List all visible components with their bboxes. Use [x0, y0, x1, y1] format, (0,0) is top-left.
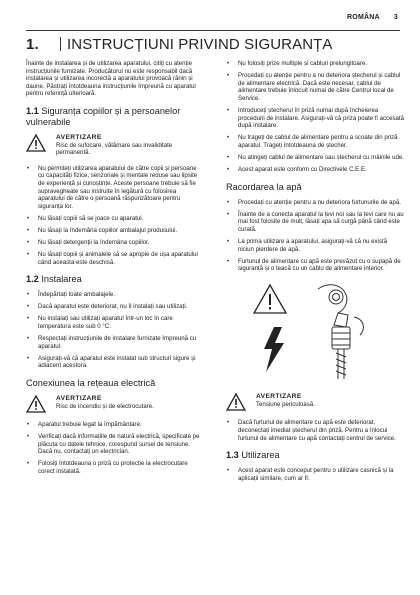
- list-item: • Acest aparat este conceput pentru o utilizare casnică și la aplicații similare, cum ar fi:: [226, 467, 404, 482]
- warning-triangle-icon: [226, 393, 246, 411]
- intro-paragraph: Înainte de instalarea și de utilizarea aparatului, citiți cu atenție instrucțiunile furnizate. Producătorul nu este responsabil dacă instalarea și utilizarea incorectă a aparatului provoacă răniri și daune. Păstrați întotdeauna instrucțiunile împreună cu aparatul pentru referință ulterioară.: [26, 60, 196, 98]
- left-column: [26, 60, 204, 480]
- chapter-title-text: INSTRUCȚIUNI PRIVIND SIGURANȚA: [67, 36, 333, 53]
- section-installation-title: 1.2 Instalarea: [26, 274, 82, 285]
- list-item: • Nu lăsați la îndemâna copiilor ambalajul produsului.: [26, 227, 204, 235]
- installation-list: [26, 291, 204, 370]
- high-voltage-icon: [264, 327, 284, 372]
- list-item: • Nu instalați sau utilizați aparatul într-un loc în care temperatura este sub 0 °C.: [26, 315, 204, 330]
- list-item: • Dacă furtunul de alimentare cu apă este deteriorat, deconectați imediat ștecherul din priză. Pentru a înlocui furtunul de alimentare cu apă contactați centrul de service.: [226, 419, 404, 442]
- electrical-warning: [26, 395, 204, 413]
- list-item: • Nu lăsați copiii să se joace cu aparatul.: [26, 215, 204, 223]
- list-item: • Nu trageți de cablul de alimentare pentru a scoate din priză aparatul. Trageți întotdeauna de ștecher.: [226, 134, 404, 149]
- language-label: ROMÂNA: [347, 14, 380, 21]
- list-item: • Nu folosiți prize multiple și cabluri prelungitoare.: [226, 60, 404, 68]
- list-item: • Nu lăsați detergenții la îndemâna copiilor.: [26, 239, 204, 247]
- list-item: • Procedați cu atenție pentru a nu deteriora furtunurile de apă.: [226, 199, 404, 207]
- water-list-continued: [226, 419, 404, 442]
- list-item: • Acest aparat este conform cu Directivele C.E.E.: [226, 166, 404, 174]
- list-item: • Verificați dacă informațiile de natură electrică, specificate pe plăcuța cu datele tehnice, corespund sursei de tensiune. Dacă nu, contactați un electrician.: [26, 433, 204, 456]
- warning-text: Risc de sufocare, vătămare sau invaliditate permanentă.: [56, 141, 173, 157]
- section-child-safety-title: 1.1 Siguranța copiilor și a persoanelor vulnerabile: [26, 105, 181, 127]
- warning-label: AVERTIZARE: [56, 395, 102, 403]
- warning-label: AVERTIZARE: [56, 133, 102, 141]
- section-electrical-title: Conexiunea la rețeaua electrică: [26, 378, 156, 389]
- warning-text: Tensiune periculoasă.: [256, 400, 315, 408]
- list-item: • Nu atingeți cablul de alimentare sau ștecherul cu mâinile ude.: [226, 154, 404, 162]
- warning-label: AVERTIZARE: [256, 393, 302, 401]
- section-usage-title: 1.3 Utilizarea: [226, 450, 280, 461]
- hose-with-valve: [318, 285, 363, 379]
- list-item: • Introduceți ștecherul în priză numai după încheierea procedurii de instalare. Asigurați-vă că priza poate fi accesată după instalare.: [226, 107, 404, 130]
- warning-triangle-icon: [26, 395, 46, 413]
- list-item: • Folosiți întotdeauna o priză cu protecție la electrocutare corect instalată.: [26, 460, 204, 475]
- list-item: • Nu permiteți utilizarea aparatului de către copii și persoane cu capacități fizice, senzoriale și mentale reduse sau lipsite de experiență și cunoștințe. Aceste persoane trebuie să fie supravegheate sau instruite în legătură cu folosirea aparatului de către o persoană răspunzătoare pentru siguranța lor.: [26, 165, 204, 211]
- list-item: • Procedați cu atenție pentru a nu deteriora ștecherul și cablul de alimentare electrică. Dacă este necesar, cablul de alimentare trebuie înlocuit numai de către Centrul local de Service.: [226, 72, 404, 102]
- warning-triangle-icon: [254, 285, 286, 313]
- list-item: • Îndepărtați toate ambalajele.: [26, 291, 204, 299]
- warning-text: Risc de incendiu și de electrocutare.: [56, 402, 154, 410]
- chapter-marker: [52, 37, 61, 51]
- list-item: • Respectați instrucțiunile de instalare furnizate împreună cu aparatul.: [26, 335, 204, 350]
- chapter-title: [26, 36, 400, 53]
- header-rule: [26, 30, 400, 31]
- electrical-list-continued: [226, 60, 404, 174]
- list-item: • La prima utilizare a aparatului, asigurați-vă că nu există niciun pierdere de apă.: [226, 238, 404, 253]
- child-safety-warning: [26, 134, 204, 157]
- electrical-list: [26, 421, 204, 476]
- child-safety-list: [26, 165, 204, 267]
- warning-triangle-icon: [26, 134, 46, 152]
- page-header: [347, 14, 398, 21]
- list-item: • Asigurați-vă că aparatul este instalat sub structuri sigure și adiacent acestora.: [26, 355, 204, 370]
- water-list: [226, 199, 404, 273]
- list-item: • Nu lăsați copiii și animalele să se apropie de ușa aparatului când aceasta este deschisă.: [26, 251, 204, 266]
- chapter-number: 1.: [26, 36, 39, 53]
- page-number: 3: [393, 14, 398, 21]
- list-item: • Dacă aparatul este deteriorat, nu îl instalați sau utilizați.: [26, 303, 204, 311]
- right-column: [226, 60, 404, 487]
- voltage-warning: [226, 393, 404, 411]
- list-item: • Furtunul de alimentare cu apă este prevăzut cu o supapă de siguranță și o teacă cu un cablu de alimentare interior.: [226, 258, 404, 273]
- section-water-title: Racordarea la apă: [226, 181, 302, 192]
- hose-drawing: [226, 277, 404, 387]
- list-item: • Aparatul trebuie legat la împământare.: [26, 421, 204, 429]
- water-hose-illustration: [226, 277, 404, 387]
- usage-list: [226, 467, 404, 482]
- list-item: • Înainte de a conecta aparatul la țevi noi sau la țevi care nu au mai fost folosite de mult, lăsați apa să curgă până când este curată.: [226, 211, 404, 234]
